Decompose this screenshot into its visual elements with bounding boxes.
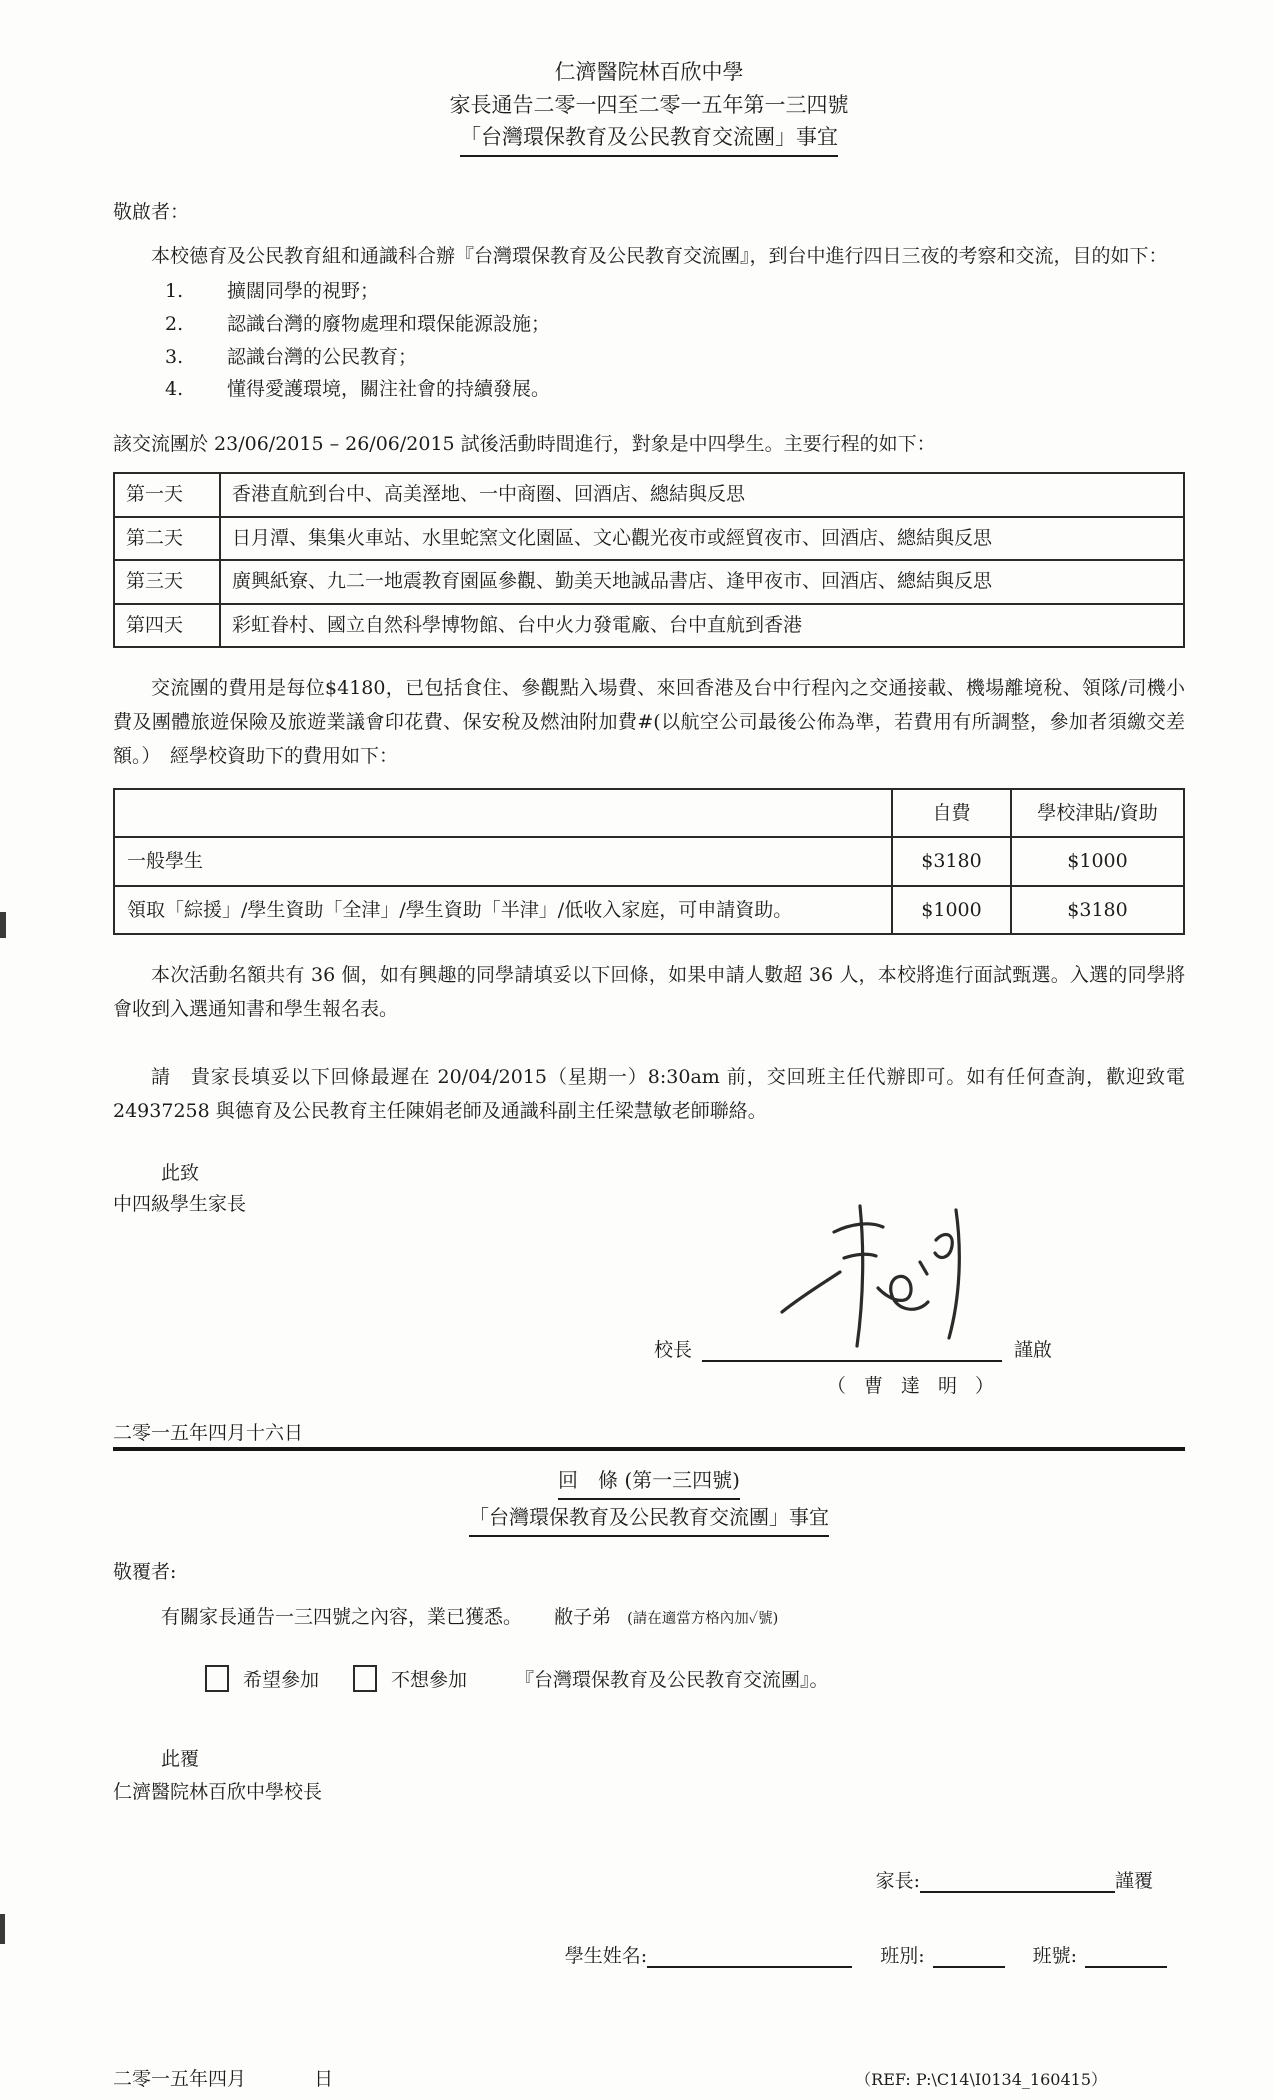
reply-slip-header — [113, 1463, 1185, 1537]
itinerary-detail: 日月潭、集集火車站、水里蛇窯文化園區、文心觀光夜市或經貿夜市、回酒店、總結與反思 — [220, 517, 1184, 561]
signature-blank-line[interactable] — [702, 1338, 1002, 1362]
table-row — [114, 560, 1184, 604]
principal-signature-line — [654, 1335, 1052, 1362]
sign-off: 謹啟 — [1013, 1339, 1052, 1362]
parent-signature-field[interactable] — [920, 1871, 1115, 1893]
join-option-label: 希望參加 — [243, 1669, 320, 1692]
reference-code: （REF: P:\C14\I0134_160415） — [855, 2070, 1107, 2090]
fee-table — [113, 788, 1185, 936]
table-row — [114, 473, 1184, 517]
closing-phrase: 此致 — [161, 1162, 200, 1185]
objective-number: 3. — [165, 345, 184, 368]
itinerary-detail: 香港直航到台中、高美溼地、一中商圈、回酒店、總結與反思 — [220, 473, 1184, 517]
fee-self-paid: $3180 — [892, 837, 1011, 886]
salutation: 敬啟者： — [113, 200, 190, 223]
intro-paragraph: 本校德育及公民教育組和通識科合辦『台灣環保教育及公民教育交流團』，到台中進行四日三夜的考察和交流，目的如下： — [151, 244, 1168, 267]
reply-closing-phrase: 此覆 — [161, 1748, 200, 1771]
table-row — [114, 837, 1184, 886]
school-name: 仁濟醫院林百欣中學 — [554, 60, 744, 84]
notice-subject: 「台灣環保教育及公民教育交流團」事宜 — [460, 121, 838, 157]
itinerary-table — [113, 472, 1185, 648]
class-field[interactable] — [933, 1946, 1005, 1968]
join-checkbox[interactable] — [205, 1665, 229, 1692]
fee-paragraph: 交流團的費用是每位$4180，已包括食住、參觀點入場費、來回香港及台中行程內之交通接載、機場離境稅、領隊/司機小費及團體旅遊保險及旅遊業議會印花費、保安稅及燃油附加費#(以航空公司最後公佈為準，若費用有所調整，參加者須繳交差額。） 經學校資助下的費用如下： — [113, 677, 1185, 767]
notice-date-divider — [113, 1418, 1185, 1451]
deadline-paragraph: 請 貴家長填妥以下回條最遲在 20/04/2015（星期一）8:30am 前，交回班主任代辦即可。如有任何查詢，歡迎致電 24937258 與德育及公民教育主任陳娟老師及通識科副主任梁慧敏老師聯絡。 — [113, 1065, 1185, 1122]
fee-subsidy: $1000 — [1011, 837, 1184, 886]
reply-date-month: 二零一五年四月 — [113, 2068, 247, 2091]
schedule-intro: 該交流團於 23/06/2015 – 26/06/2015 試後活動時間進行，對象是中四學生。主要行程的如下： — [113, 433, 936, 456]
fee-category-header — [114, 789, 892, 838]
student-name-label: 學生姓名: — [564, 1945, 648, 1968]
reply-salutation: 敬覆者: — [113, 1561, 177, 1584]
objectives-list — [165, 275, 1185, 406]
itinerary-day: 第一天 — [114, 473, 220, 517]
principal-label: 校長 — [653, 1339, 692, 1362]
signature-area — [113, 1224, 1185, 1402]
tour-name: 『台灣環保教育及公民教育交流團』。 — [515, 1669, 829, 1692]
class-label: 班別: — [880, 1945, 925, 1968]
class-number-label: 班號: — [1032, 1945, 1077, 1968]
table-row — [114, 517, 1184, 561]
options-row — [205, 1665, 1185, 1692]
objective-text: 懂得愛護環境，關注社會的持續發展。 — [227, 378, 551, 401]
fee-subsidy: $3180 — [1011, 886, 1184, 935]
decline-checkbox[interactable] — [353, 1665, 377, 1692]
reply-slip-title: 回 條 (第一三四號) — [558, 1463, 740, 1500]
itinerary-detail: 廣興紙寮、九二一地震教育園區參觀、勤美天地誠品書店、逢甲夜市、回酒店、總結與反思 — [220, 560, 1184, 604]
tick-instruction: (請在適當方格內加✓號) — [627, 1611, 779, 1628]
objective-item — [165, 373, 1185, 406]
parent-signature-row — [113, 1866, 1185, 1893]
itinerary-day: 第三天 — [114, 560, 220, 604]
objective-number: 4. — [165, 378, 184, 401]
objective-text: 擴闊同學的視野； — [227, 280, 380, 303]
notice-header — [113, 56, 1185, 157]
objective-number: 2. — [165, 313, 184, 336]
objective-item — [165, 275, 1185, 308]
bottom-row — [113, 2064, 1185, 2091]
acknowledgement-row — [161, 1602, 1185, 1629]
objective-number: 1. — [165, 280, 184, 303]
notice-number: 家長通告二零一四至二零一五年第一三四號 — [449, 92, 849, 117]
objective-item — [165, 308, 1185, 341]
itinerary-detail: 彩虹眷村、國立自然科學博物館、台中火力發電廠、台中直航到香港 — [220, 604, 1184, 648]
notice-date: 二零一五年四月十六日 — [113, 1422, 304, 1445]
scan-artifact — [0, 1914, 5, 1944]
objective-text: 認識台灣的公民教育； — [227, 345, 418, 368]
self-paid-header: 自費 — [892, 789, 1011, 838]
quota-paragraph: 本次活動名額共有 36 個，如有興趣的同學請填妥以下回條，如果申請人數超 36 人，本校將進行面試甄選。入選的同學將會收到入選通知書和學生報名表。 — [113, 964, 1185, 1020]
reply-date-day-label: 日 — [314, 2068, 334, 2091]
fee-category: 領取「綜援」/學生資助「全津」/學生資助「半津」/低收入家庭，可申請資助。 — [114, 886, 892, 935]
principal-name: （ 曹 達 明 ） — [826, 1375, 1000, 1398]
reply-slip-subject: 「台灣環保教育及公民教育交流團」事宜 — [469, 1500, 829, 1537]
reply-date — [113, 2064, 333, 2091]
itinerary-day: 第四天 — [114, 604, 220, 648]
student-name-field[interactable] — [647, 1946, 852, 1968]
subsidy-header: 學校津貼/資助 — [1011, 789, 1184, 838]
acknowledgement-text: 有關家長通告一三四號之內容，業已獲悉。 — [161, 1606, 523, 1629]
fee-category: 一般學生 — [114, 837, 892, 886]
student-info-row — [113, 1941, 1185, 1968]
scan-artifact — [0, 912, 6, 938]
addressee: 中四級學生家長 — [113, 1193, 247, 1216]
principal-signature-icon — [760, 1200, 995, 1350]
parent-label: 家長: — [875, 1870, 920, 1893]
fee-self-paid: $1000 — [892, 886, 1011, 935]
itinerary-day: 第二天 — [114, 517, 220, 561]
reply-addressee: 仁濟醫院林百欣中學校長 — [113, 1781, 323, 1804]
table-header-row — [114, 789, 1184, 838]
class-number-field[interactable] — [1085, 1946, 1167, 1968]
table-row — [114, 604, 1184, 648]
my-child-label: 敝子弟 — [554, 1606, 612, 1629]
parent-sign-off: 謹覆 — [1114, 1870, 1153, 1893]
table-row — [114, 886, 1184, 935]
decline-option-label: 不想參加 — [391, 1669, 468, 1692]
objective-text: 認識台灣的廢物處理和環保能源設施； — [227, 313, 551, 336]
objective-item — [165, 341, 1185, 374]
